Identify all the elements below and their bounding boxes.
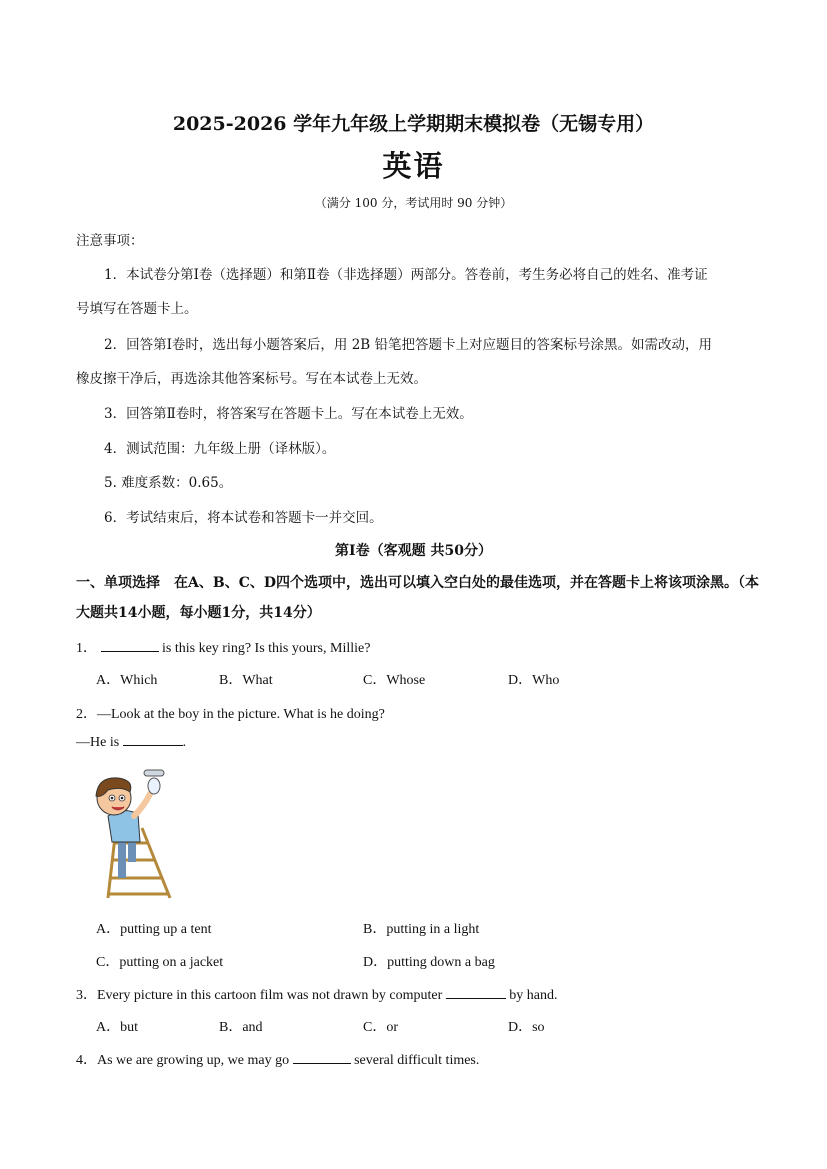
option-a: A．putting up a tent: [96, 922, 212, 937]
notice-item-1: 1．本试卷分第Ⅰ卷（选择题）和第Ⅱ卷（非选择题）两部分。答卷前，考生务必将自己的姓名、准考证: [104, 267, 708, 283]
section1-instruction-line1: 一、单项选择 在A、B、C、D四个选项中，选出可以填入空白处的最佳选项，并在答题卡上将该项涂黑。（本: [76, 575, 759, 591]
question-text-after: several difficult times.: [354, 1053, 480, 1068]
reply-suffix: .: [182, 735, 187, 750]
question-3: [76, 984, 557, 1004]
question-number: 3．: [76, 988, 97, 1003]
notice-item-3: 3．回答第Ⅱ卷时，将答案写在答题卡上。写在本试卷上无效。: [104, 406, 473, 422]
option-a: A．but: [96, 1020, 138, 1035]
section1-heading: 第Ⅰ卷（客观题 共50分）: [335, 543, 492, 559]
option-d: D．putting down a bag: [363, 955, 495, 970]
question-text: is this key ring? Is this yours, Millie?: [162, 641, 371, 656]
notice-item-6: 6．考试结束后，将本试卷和答题卡一并交回。: [104, 510, 383, 526]
question-text: —Look at the boy in the picture. What is he doing?: [97, 707, 385, 722]
option-d: D．Who: [508, 673, 560, 688]
option-a: A．Which: [96, 673, 158, 688]
notice-item-4: 4．测试范围：九年级上册（译林版）。: [104, 441, 336, 457]
answer-blank: [446, 998, 506, 999]
section1-instruction-line2: 大题共14小题，每小题1分，共14分）: [76, 605, 321, 621]
question-2-reply: [76, 735, 186, 751]
question-text-before: Every picture in this cartoon film was not drawn by computer: [97, 988, 443, 1003]
question-4: [76, 1049, 479, 1069]
question-text-after: by hand.: [509, 988, 558, 1003]
question-text-before: As we are growing up, we may go: [97, 1053, 290, 1068]
option-b: B．putting in a light: [363, 922, 480, 937]
question-number: 4．: [76, 1053, 97, 1068]
answer-blank: [293, 1063, 351, 1064]
option-c: C．putting on a jacket: [96, 955, 224, 970]
option-b: B．and: [219, 1020, 263, 1035]
question-2: [76, 703, 385, 723]
option-c: C．or: [363, 1020, 398, 1035]
option-c: C．Whose: [363, 673, 426, 688]
subject-title: 英语: [382, 149, 445, 183]
notice-heading: 注意事项：: [76, 233, 144, 249]
question-number: 2．: [76, 707, 97, 722]
reply-prefix: —He is: [76, 735, 120, 750]
boy-on-ladder-illustration: [78, 768, 178, 903]
option-b: B．What: [219, 673, 273, 688]
notice-item-2: 2．回答第Ⅰ卷时，选出每小题答案后，用 2B 铅笔把答题卡上对应题目的答案标号涂黑。如需改动，用: [104, 337, 713, 353]
score-info: （满分 100 分，考试用时 90 分钟）: [314, 196, 513, 210]
notice-item-5: 5. 难度系数：0.65。: [104, 475, 233, 491]
question-number: 1．: [76, 641, 97, 656]
notice-item-2-cont: 橡皮擦干净后，再选涂其他答案标号。写在本试卷上无效。: [76, 371, 427, 387]
notice-item-1-cont: 号填写在答题卡上。: [76, 301, 198, 317]
answer-blank: [101, 651, 159, 652]
option-d: D．so: [508, 1020, 545, 1035]
answer-blank: [123, 745, 183, 746]
exam-title: 2025-2026 学年九年级上学期期末模拟卷（无锡专用）: [172, 113, 655, 135]
question-1: [76, 637, 370, 657]
